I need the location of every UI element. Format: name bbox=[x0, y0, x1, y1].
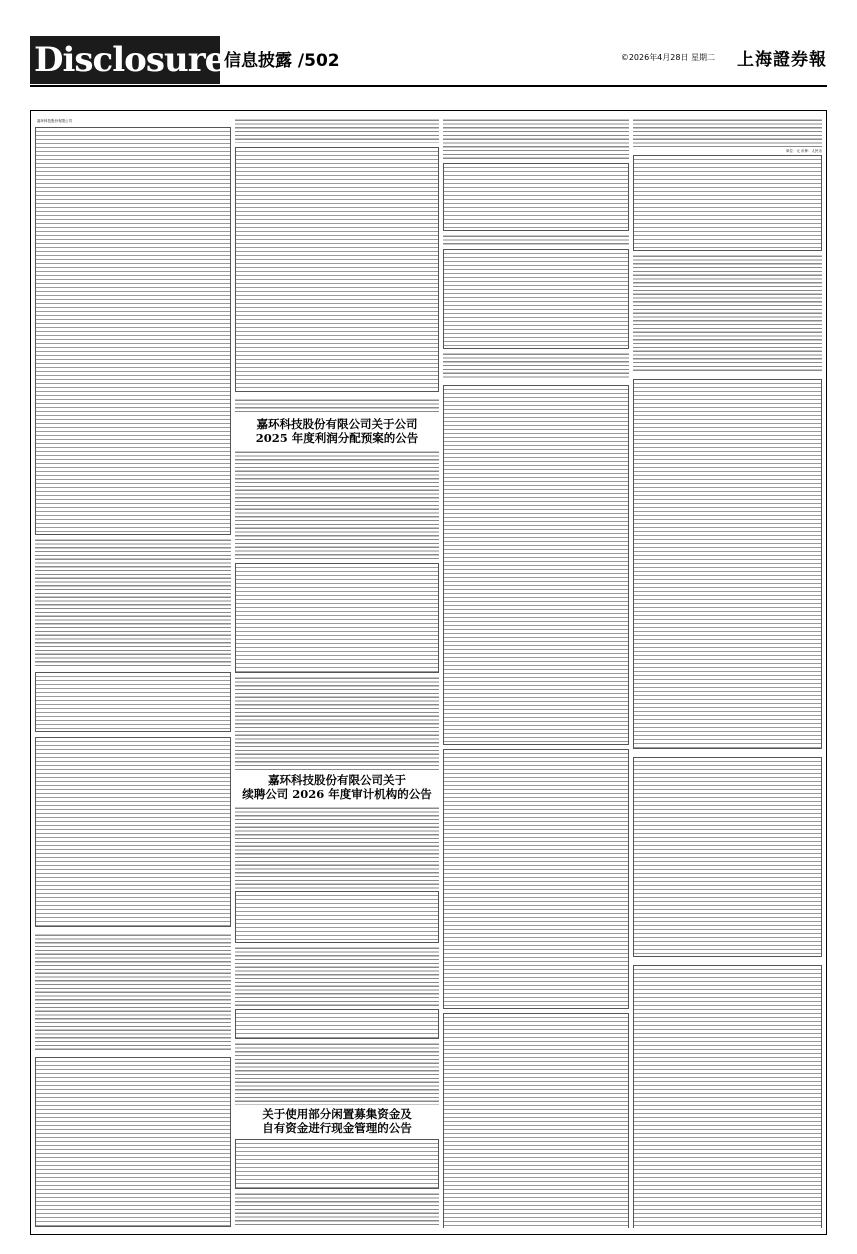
title1-line2: 2025 年度利润分配预案的公告 bbox=[255, 431, 419, 445]
detail-table bbox=[35, 737, 231, 927]
cash-text bbox=[235, 1191, 439, 1228]
title2-line2: 续聘公司 2026 年度审计机构的公告 bbox=[242, 787, 432, 801]
notes-text-2 bbox=[35, 932, 231, 1052]
d-text-top bbox=[633, 117, 822, 147]
c-text-mid bbox=[443, 233, 629, 247]
column-c bbox=[443, 117, 629, 1228]
auditor-table-2 bbox=[235, 1009, 439, 1039]
fund-table bbox=[235, 147, 439, 392]
c-table-mid bbox=[443, 249, 629, 349]
d-table-top bbox=[633, 155, 822, 251]
cash-flow-statement bbox=[443, 1013, 629, 1228]
c-text-mid2 bbox=[443, 351, 629, 379]
page-body bbox=[30, 110, 827, 1235]
header-rule bbox=[30, 85, 827, 87]
title3-line1: 关于使用部分闲置募集资金及 bbox=[262, 1107, 412, 1121]
page-header bbox=[30, 36, 827, 88]
profit-text-2 bbox=[235, 675, 439, 771]
masthead-logo: Disclosure bbox=[30, 36, 220, 84]
rmb-unit-note: 单位：元 币种：人民币 bbox=[785, 149, 822, 153]
column-a bbox=[35, 117, 231, 1228]
wealth-products-table bbox=[35, 127, 231, 535]
issue-date: ©2026年4月28日 星期二 bbox=[620, 53, 715, 62]
title3-line2: 自有资金进行现金管理的公告 bbox=[262, 1121, 412, 1135]
income-statement bbox=[443, 749, 629, 1009]
auditor-title bbox=[235, 773, 439, 801]
section-title: 信息披露 /502 bbox=[224, 51, 340, 71]
column-b bbox=[235, 117, 439, 1228]
newspaper-brand: 上海證券報 bbox=[737, 50, 827, 70]
auditor-text-2 bbox=[235, 945, 439, 1007]
profit-text bbox=[235, 449, 439, 561]
auditor-text bbox=[235, 805, 439, 889]
balance-sheet bbox=[443, 385, 629, 745]
cash-table bbox=[235, 1139, 439, 1189]
d-income-statement bbox=[633, 757, 822, 957]
c-text-top bbox=[443, 117, 629, 161]
company-label: 嘉环科技股份有限公司 bbox=[37, 119, 72, 123]
d-cash-flow bbox=[633, 965, 822, 1228]
fund-notes bbox=[235, 397, 439, 415]
intro-text bbox=[235, 117, 439, 143]
title2-line1: 嘉环科技股份有限公司关于 bbox=[268, 773, 406, 787]
d-balance-sheet bbox=[633, 379, 822, 749]
cash-management-title bbox=[235, 1107, 439, 1135]
auditor-table bbox=[235, 891, 439, 943]
profit-distribution-title bbox=[235, 417, 439, 445]
title1-line1: 嘉环科技股份有限公司关于公司 bbox=[256, 417, 418, 431]
auditor-text-3 bbox=[235, 1041, 439, 1105]
summary-table bbox=[35, 672, 231, 732]
notes-text bbox=[35, 537, 231, 667]
c-table-top bbox=[443, 163, 629, 231]
column-d bbox=[633, 117, 822, 1228]
d-text-mid bbox=[633, 253, 822, 371]
profit-table bbox=[235, 563, 439, 673]
footnote-table bbox=[35, 1057, 231, 1227]
